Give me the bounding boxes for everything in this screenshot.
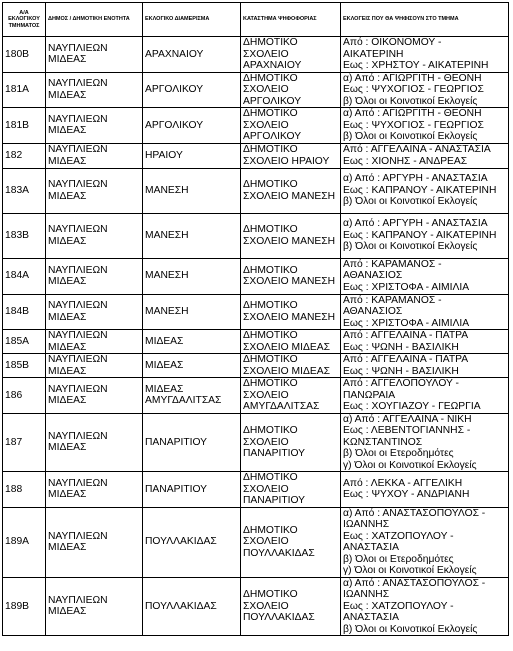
cell-section-id: 180Β bbox=[3, 37, 46, 73]
cell-voters-line: α) Από : ΑΓΙΩΡΓΙΤΗ - ΘΕΟΝΗ bbox=[343, 108, 482, 119]
cell-polling-station-line: ΣΧΟΛΕΙΟ bbox=[243, 483, 289, 495]
cell-voters-line: Από : ΚΑΡΑΜΑΝΟΣ - bbox=[343, 294, 442, 306]
cell-voters-line: Από : ΛΕΚΚΑ - ΑΓΓΕΛΙΚΗ bbox=[343, 477, 463, 489]
cell-voters-line: Από : ΑΓΓΕΛΑΙΝΑ - ΠΑΤΡΑ bbox=[343, 330, 469, 341]
cell-section-id: 183Α bbox=[3, 168, 46, 213]
cell-voters-line: Από : ΚΑΡΑΜΑΝΟΣ - bbox=[343, 258, 442, 270]
cell-section-id: 181Β bbox=[3, 108, 46, 144]
table-row bbox=[3, 354, 509, 378]
cell-polling-station-line: ΑΡΑΧΝΑΙΟΥ bbox=[243, 60, 302, 71]
cell-polling-station-line: ΔΗΜΟΤΙΚΟ bbox=[243, 354, 298, 365]
table-row bbox=[3, 168, 509, 213]
cell-electoral-district-line: ΜΑΝΕΣΗ bbox=[145, 270, 189, 282]
cell-municipality-line: ΝΑΥΠΛΙΕΩΝ bbox=[48, 113, 108, 125]
cell-voters-line: α) Από : ΑΝΑΣΤΑΣΟΠΟΥΛΟΣ - bbox=[343, 577, 486, 589]
table-row bbox=[3, 378, 509, 414]
cell-polling-station-line: ΣΧΟΛΕΙΟ bbox=[243, 389, 289, 401]
cell-municipality-line: ΝΑΥΠΛΙΕΩΝ bbox=[48, 330, 108, 341]
header-section-id: Α/Α ΕΚΛΟΓΙΚΟΥ ΤΜΗΜΑΤΟΣ bbox=[3, 3, 46, 37]
cell-polling-station bbox=[241, 213, 341, 258]
polling-stations-table bbox=[2, 2, 509, 636]
cell-polling-station bbox=[241, 378, 341, 414]
cell-municipality-line: ΜΙΔΕΑΣ bbox=[48, 489, 87, 501]
cell-polling-station-line: ΔΗΜΟΤΙΚΟ bbox=[243, 300, 298, 312]
cell-section-id: 184Α bbox=[3, 258, 46, 294]
cell-voters-line: Εως : ΚΑΠΡΑΝΟΥ - ΑΙΚΑΤΕΡΙΝΗ bbox=[343, 229, 497, 241]
cell-polling-station-line: ΣΧΟΛΕΙΟ bbox=[243, 84, 289, 95]
cell-municipality-line: ΜΙΔΕΑΣ bbox=[48, 54, 87, 66]
cell-voters-line: ΚΩΝΣΤΑΝΤΙΝΟΣ bbox=[343, 436, 423, 448]
cell-voters-line: ΑΘΑΝΑΣΙΟΣ bbox=[343, 270, 403, 282]
cell-section-id: 181Α bbox=[3, 72, 46, 108]
cell-municipality-line: ΝΑΥΠΛΙΕΩΝ bbox=[48, 144, 108, 155]
cell-electoral-district bbox=[143, 143, 241, 168]
cell-voters-line: α) Από : ΑΡΓΥΡΗ - ΑΝΑΣΤΑΣΙΑ bbox=[343, 218, 488, 230]
cell-voters-line: Εως : ΨΩΝΗ - ΒΑΣΙΛΙΚΗ bbox=[343, 341, 459, 353]
cell-voters-line: Εως : ΨΥΧΟΓΙΟΣ - ΓΕΩΡΓΙΟΣ bbox=[343, 84, 484, 95]
cell-polling-station-line: ΔΗΜΟΤΙΚΟ bbox=[243, 330, 298, 341]
cell-electoral-district bbox=[143, 354, 241, 378]
cell-polling-station-line: ΣΧΟΛΕΙΟ bbox=[243, 119, 289, 131]
cell-electoral-district-line: ΠΟΥΛΛΑΚΙΔΑΣ bbox=[145, 600, 217, 612]
cell-electoral-district-line: ΜΙΔΕΑΣ bbox=[145, 383, 184, 395]
cell-municipality bbox=[46, 37, 143, 73]
cell-voters-line: ΑΝΑΣΤΑΣΙΑ bbox=[343, 542, 400, 553]
header-electoral-district: ΕΚΛΟΓΙΚΟ ΔΙΑΜΕΡΙΣΜΑ bbox=[143, 3, 241, 37]
cell-municipality bbox=[46, 577, 143, 636]
cell-polling-station-line: ΔΗΜΟΤΙΚΟ bbox=[243, 72, 298, 84]
cell-voters-line: Εως : ΧΟΥΓΙΑΖΟΥ - ΓΕΩΡΓΙΑ bbox=[343, 401, 481, 412]
cell-section-id: 189Α bbox=[3, 507, 46, 577]
cell-section-id: 185Α bbox=[3, 330, 46, 354]
cell-polling-station-line: ΣΧΟΛΕΙΟ ΜΑΝΕΣΗ bbox=[243, 190, 336, 202]
cell-voters-line: Εως : ΚΑΠΡΑΝΟΥ - ΑΙΚΑΤΕΡΙΝΗ bbox=[343, 184, 497, 196]
cell-municipality-line: ΝΑΥΠΛΙΕΩΝ bbox=[48, 179, 108, 190]
cell-voters-line: ΑΙΚΑΤΕΡΙΝΗ bbox=[343, 48, 404, 60]
header-voters: ΕΚΛΟΓΕΙΣ ΠΟΥ ΘΑ ΨΗΦΙΣΟΥΝ ΣΤΟ ΤΜΗΜΑ bbox=[341, 3, 509, 37]
table-row bbox=[3, 294, 509, 330]
cell-municipality-line: ΝΑΥΠΛΙΕΩΝ bbox=[48, 477, 108, 489]
cell-electoral-district bbox=[143, 330, 241, 354]
cell-municipality-line: ΝΑΥΠΛΙΕΩΝ bbox=[48, 530, 108, 542]
cell-municipality bbox=[46, 378, 143, 414]
cell-voters-line: Εως : ΛΕΒΕΝΤΟΓΙΑΝΝΗΣ - bbox=[343, 425, 471, 436]
cell-polling-station-line: ΠΟΥΛΛΑΚΙΔΑΣ bbox=[243, 612, 315, 623]
cell-voters-line: Εως : ΨΩΝΗ - ΒΑΣΙΛΙΚΗ bbox=[343, 365, 459, 377]
cell-electoral-district-line: ΜΑΝΕΣΗ bbox=[145, 184, 189, 196]
cell-voters bbox=[341, 330, 509, 354]
cell-municipality bbox=[46, 213, 143, 258]
cell-electoral-district bbox=[143, 472, 241, 508]
cell-voters-line: β) Όλοι οι Κοινοτικοί Εκλογείς bbox=[343, 241, 478, 253]
cell-municipality-line: ΜΙΔΕΑΣ bbox=[48, 442, 87, 454]
cell-polling-station-line: ΔΗΜΟΤΙΚΟ bbox=[243, 378, 298, 389]
cell-voters-line: β) Όλοι οι Κοινοτικοί Εκλογείς bbox=[343, 131, 478, 142]
cell-polling-station-line: ΑΡΓΟΛΙΚΟΥ bbox=[243, 95, 302, 107]
cell-municipality-line: ΝΑΥΠΛΙΕΩΝ bbox=[48, 78, 108, 90]
cell-municipality-line: ΜΙΔΕΑΣ bbox=[48, 542, 87, 553]
cell-polling-station-line: ΔΗΜΟΤΙΚΟ bbox=[243, 589, 298, 600]
cell-municipality-line: ΜΙΔΕΑΣ bbox=[48, 276, 87, 287]
cell-voters-line: β) Όλοι οι Κοινοτικοί Εκλογείς bbox=[343, 196, 478, 208]
cell-municipality-line: ΜΙΔΕΑΣ bbox=[48, 341, 87, 353]
cell-electoral-district bbox=[143, 213, 241, 258]
cell-electoral-district bbox=[143, 168, 241, 213]
cell-electoral-district-line: ΑΡΑΧΝΑΙΟΥ bbox=[145, 48, 204, 60]
cell-polling-station-line: ΣΧΟΛΕΙΟ ΜΙΔΕΑΣ bbox=[243, 365, 330, 377]
cell-polling-station bbox=[241, 354, 341, 378]
cell-polling-station-line: ΔΗΜΟΤΙΚΟ bbox=[243, 144, 298, 155]
cell-municipality bbox=[46, 507, 143, 577]
cell-polling-station-line: ΣΧΟΛΕΙΟ ΜΙΔΕΑΣ bbox=[243, 341, 330, 353]
table-row bbox=[3, 213, 509, 258]
cell-electoral-district-line: ΑΡΓΟΛΙΚΟΥ bbox=[145, 84, 204, 95]
cell-voters bbox=[341, 213, 509, 258]
cell-section-id: 189Β bbox=[3, 577, 46, 636]
cell-polling-station bbox=[241, 294, 341, 330]
cell-voters-line: β) Όλοι οι Κοινοτικοί Εκλογείς bbox=[343, 623, 478, 635]
table-row bbox=[3, 472, 509, 508]
cell-polling-station-line: ΣΧΟΛΕΙΟ ΜΑΝΕΣΗ bbox=[243, 276, 336, 287]
cell-electoral-district bbox=[143, 413, 241, 472]
cell-voters bbox=[341, 378, 509, 414]
cell-polling-station-line: ΣΧΟΛΕΙΟ ΗΡΑΙΟΥ bbox=[243, 155, 330, 167]
cell-municipality-line: ΝΑΥΠΛΙΕΩΝ bbox=[48, 594, 108, 606]
cell-electoral-district-line: ΠΟΥΛΛΑΚΙΔΑΣ bbox=[145, 536, 217, 548]
cell-municipality-line: ΜΙΔΕΑΣ bbox=[48, 235, 87, 247]
cell-polling-station-line: ΣΧΟΛΕΙΟ ΜΑΝΕΣΗ bbox=[243, 235, 336, 247]
cell-municipality-line: ΜΙΔΕΑΣ bbox=[48, 155, 87, 167]
cell-voters-line: Από : ΑΓΓΕΛΑΙΝΑ - ΠΑΤΡΑ bbox=[343, 354, 469, 365]
cell-electoral-district-line: ΗΡΑΙΟΥ bbox=[145, 149, 183, 161]
header-polling-station: ΚΑΤΑΣΤΗΜΑ ΨΗΦΟΦΟΡΙΑΣ bbox=[241, 3, 341, 37]
table-row bbox=[3, 258, 509, 294]
cell-municipality-line: ΝΑΥΠΛΙΕΩΝ bbox=[48, 383, 108, 395]
cell-municipality bbox=[46, 168, 143, 213]
cell-polling-station-line: ΔΗΜΟΤΙΚΟ bbox=[243, 179, 298, 190]
table-header-row bbox=[3, 3, 509, 37]
cell-municipality-line: ΜΙΔΕΑΣ bbox=[48, 190, 87, 202]
cell-polling-station-line: ΔΗΜΟΤΙΚΟ bbox=[243, 224, 298, 235]
table-row bbox=[3, 577, 509, 636]
cell-voters-line: Εως : ΨΥΧΟΥ - ΑΝΔΡΙΑΝΗ bbox=[343, 489, 470, 501]
cell-municipality-line: ΝΑΥΠΛΙΕΩΝ bbox=[48, 430, 108, 442]
cell-municipality bbox=[46, 472, 143, 508]
cell-municipality bbox=[46, 143, 143, 168]
cell-polling-station-line: ΠΑΝΑΡΙΤΙΟΥ bbox=[243, 495, 306, 506]
cell-electoral-district-line: ΜΑΝΕΣΗ bbox=[145, 229, 189, 241]
cell-municipality-line: ΜΙΔΕΑΣ bbox=[48, 125, 87, 137]
cell-voters bbox=[341, 472, 509, 508]
cell-municipality bbox=[46, 258, 143, 294]
cell-section-id: 185Β bbox=[3, 354, 46, 378]
header-municipality: ΔΗΜΟΣ / ΔΗΜΟΤΙΚΗ ΕΝΟΤΗΤΑ bbox=[46, 3, 143, 37]
cell-electoral-district bbox=[143, 577, 241, 636]
cell-voters-line: Εως : ΨΥΧΟΓΙΟΣ - ΓΕΩΡΓΙΟΣ bbox=[343, 119, 484, 131]
table-row bbox=[3, 507, 509, 577]
cell-voters-line: Από : ΑΓΓΕΛΟΠΟΥΛΟΥ - bbox=[343, 378, 459, 389]
cell-polling-station bbox=[241, 413, 341, 472]
cell-voters bbox=[341, 72, 509, 108]
cell-polling-station bbox=[241, 143, 341, 168]
cell-polling-station-line: ΔΗΜΟΤΙΚΟ bbox=[243, 108, 298, 119]
cell-electoral-district-line: ΜΑΝΕΣΗ bbox=[145, 306, 189, 317]
cell-polling-station-line: ΔΗΜΟΤΙΚΟ bbox=[243, 472, 298, 483]
cell-municipality bbox=[46, 330, 143, 354]
cell-voters-line: ΑΝΑΣΤΑΣΙΑ bbox=[343, 612, 400, 623]
cell-polling-station bbox=[241, 108, 341, 144]
cell-municipality-line: ΝΑΥΠΛΙΕΩΝ bbox=[48, 224, 108, 235]
cell-voters-line: ΠΑΝΩΡΑΙΑ bbox=[343, 389, 396, 401]
cell-voters bbox=[341, 294, 509, 330]
cell-section-id: 182 bbox=[3, 143, 46, 168]
cell-municipality-line: ΜΙΔΕΑΣ bbox=[48, 606, 87, 618]
cell-polling-station-line: ΣΧΟΛΕΙΟ bbox=[243, 436, 289, 448]
cell-municipality-line: ΝΑΥΠΛΙΕΩΝ bbox=[48, 42, 108, 54]
cell-polling-station-line: ΑΡΓΟΛΙΚΟΥ bbox=[243, 131, 302, 142]
cell-polling-station-line: ΔΗΜΟΤΙΚΟ bbox=[243, 264, 298, 276]
cell-voters bbox=[341, 577, 509, 636]
cell-voters-line: β) Όλοι οι Ετεροδημότες bbox=[343, 553, 454, 565]
cell-voters-line: α) Από : ΑΡΓΥΡΗ - ΑΝΑΣΤΑΣΙΑ bbox=[343, 173, 488, 185]
cell-voters-line: γ) Όλοι οι Κοινοτικοί Εκλογείς bbox=[343, 459, 477, 471]
cell-polling-station-line: ΔΗΜΟΤΙΚΟ bbox=[243, 524, 298, 536]
cell-municipality-line: ΝΑΥΠΛΙΕΩΝ bbox=[48, 264, 108, 276]
cell-voters-line: Από : ΑΓΓΕΛΑΙΝΑ - ΑΝΑΣΤΑΣΙΑ bbox=[343, 144, 491, 155]
cell-municipality-line: ΝΑΥΠΛΙΕΩΝ bbox=[48, 300, 108, 312]
cell-polling-station bbox=[241, 472, 341, 508]
cell-voters bbox=[341, 258, 509, 294]
cell-polling-station-line: ΣΧΟΛΕΙΟ bbox=[243, 600, 289, 612]
table-row bbox=[3, 330, 509, 354]
cell-voters bbox=[341, 143, 509, 168]
cell-polling-station bbox=[241, 72, 341, 108]
cell-municipality bbox=[46, 294, 143, 330]
table-row bbox=[3, 37, 509, 73]
cell-voters-line: Εως : ΧΡΗΣΤΟΥ - ΑΙΚΑΤΕΡΙΝΗ bbox=[343, 60, 489, 71]
cell-electoral-district-line: ΜΙΔΕΑΣ bbox=[145, 359, 184, 371]
cell-section-id: 186 bbox=[3, 378, 46, 414]
cell-section-id: 183Β bbox=[3, 213, 46, 258]
cell-polling-station bbox=[241, 577, 341, 636]
cell-municipality bbox=[46, 72, 143, 108]
cell-municipality-line: ΜΙΔΕΑΣ bbox=[48, 89, 87, 101]
cell-voters bbox=[341, 168, 509, 213]
cell-municipality bbox=[46, 413, 143, 472]
cell-polling-station-line: ΣΧΟΛΕΙΟ bbox=[243, 536, 289, 548]
table-row bbox=[3, 413, 509, 472]
cell-voters-line: ΙΩΑΝΝΗΣ bbox=[343, 519, 390, 530]
cell-polling-station bbox=[241, 258, 341, 294]
cell-municipality-line: ΝΑΥΠΛΙΕΩΝ bbox=[48, 354, 108, 365]
cell-electoral-district-line: ΑΜΥΓΔΑΛΙΤΣΑΣ bbox=[145, 395, 222, 407]
cell-polling-station-line: ΠΟΥΛΛΑΚΙΔΑΣ bbox=[243, 547, 315, 559]
cell-polling-station-line: ΠΑΝΑΡΙΤΙΟΥ bbox=[243, 448, 306, 459]
cell-electoral-district bbox=[143, 507, 241, 577]
cell-voters bbox=[341, 37, 509, 73]
cell-electoral-district-line: ΑΡΓΟΛΙΚΟΥ bbox=[145, 119, 204, 131]
cell-voters-line: Εως : ΧΡΙΣΤΟΦΑ - ΑΙΜΙΛΙΑ bbox=[343, 281, 470, 293]
cell-electoral-district bbox=[143, 294, 241, 330]
cell-section-id: 184Β bbox=[3, 294, 46, 330]
cell-electoral-district bbox=[143, 37, 241, 73]
cell-voters-line: α) Από : ΑΝΑΣΤΑΣΟΠΟΥΛΟΣ - bbox=[343, 507, 486, 519]
cell-voters-line: ΙΩΑΝΝΗΣ bbox=[343, 589, 390, 600]
cell-polling-station-line: ΣΧΟΛΕΙΟ ΜΑΝΕΣΗ bbox=[243, 311, 336, 323]
cell-voters-line: Εως : ΧΡΙΣΤΟΦΑ - ΑΙΜΙΛΙΑ bbox=[343, 317, 470, 329]
cell-section-id: 187 bbox=[3, 413, 46, 472]
cell-voters-line: Από : ΟΙΚΟΝΟΜΟΥ - bbox=[343, 37, 442, 48]
cell-polling-station-line: ΣΧΟΛΕΙΟ bbox=[243, 48, 289, 60]
cell-polling-station bbox=[241, 37, 341, 73]
cell-voters-line: α) Από : ΑΓΙΩΡΓΙΤΗ - ΘΕΟΝΗ bbox=[343, 72, 482, 84]
cell-polling-station-line: ΔΗΜΟΤΙΚΟ bbox=[243, 425, 298, 436]
table-row bbox=[3, 143, 509, 168]
cell-voters-line: β) Όλοι οι Ετεροδημότες bbox=[343, 448, 454, 459]
cell-electoral-district bbox=[143, 108, 241, 144]
cell-voters-line: α) Από : ΑΓΓΕΛΑΙΝΑ - ΝΙΚΗ bbox=[343, 413, 472, 425]
cell-voters-line: Εως : ΧΑΤΖΟΠΟΥΛΟΥ - bbox=[343, 600, 454, 612]
cell-voters bbox=[341, 354, 509, 378]
table-row bbox=[3, 108, 509, 144]
cell-electoral-district bbox=[143, 378, 241, 414]
cell-voters-line: γ) Όλοι οι Κοινοτικοί Εκλογείς bbox=[343, 565, 477, 576]
cell-voters bbox=[341, 507, 509, 577]
cell-municipality-line: ΜΙΔΕΑΣ bbox=[48, 311, 87, 323]
cell-polling-station-line: ΔΗΜΟΤΙΚΟ bbox=[243, 37, 298, 48]
cell-polling-station bbox=[241, 330, 341, 354]
cell-electoral-district bbox=[143, 258, 241, 294]
cell-section-id: 188 bbox=[3, 472, 46, 508]
cell-electoral-district-line: ΜΙΔΕΑΣ bbox=[145, 335, 184, 347]
cell-municipality-line: ΜΙΔΕΑΣ bbox=[48, 365, 87, 377]
cell-polling-station bbox=[241, 168, 341, 213]
cell-voters bbox=[341, 108, 509, 144]
cell-municipality bbox=[46, 354, 143, 378]
cell-electoral-district bbox=[143, 72, 241, 108]
cell-voters-line: Εως : ΧΑΤΖΟΠΟΥΛΟΥ - bbox=[343, 530, 454, 542]
cell-voters bbox=[341, 413, 509, 472]
cell-electoral-district-line: ΠΑΝΑΡΙΤΙΟΥ bbox=[145, 483, 208, 495]
cell-polling-station-line: ΑΜΥΓΔΑΛΙΤΣΑΣ bbox=[243, 401, 320, 412]
cell-municipality-line: ΜΙΔΕΑΣ bbox=[48, 395, 87, 407]
cell-voters-line: β) Όλοι οι Κοινοτικοί Εκλογείς bbox=[343, 95, 478, 107]
cell-polling-station bbox=[241, 507, 341, 577]
cell-municipality bbox=[46, 108, 143, 144]
cell-voters-line: ΑΘΑΝΑΣΙΟΣ bbox=[343, 306, 403, 317]
cell-electoral-district-line: ΠΑΝΑΡΙΤΙΟΥ bbox=[145, 436, 208, 448]
cell-voters-line: Εως : ΧΙΟΝΗΣ - ΑΝΔΡΕΑΣ bbox=[343, 155, 468, 167]
table-row bbox=[3, 72, 509, 108]
